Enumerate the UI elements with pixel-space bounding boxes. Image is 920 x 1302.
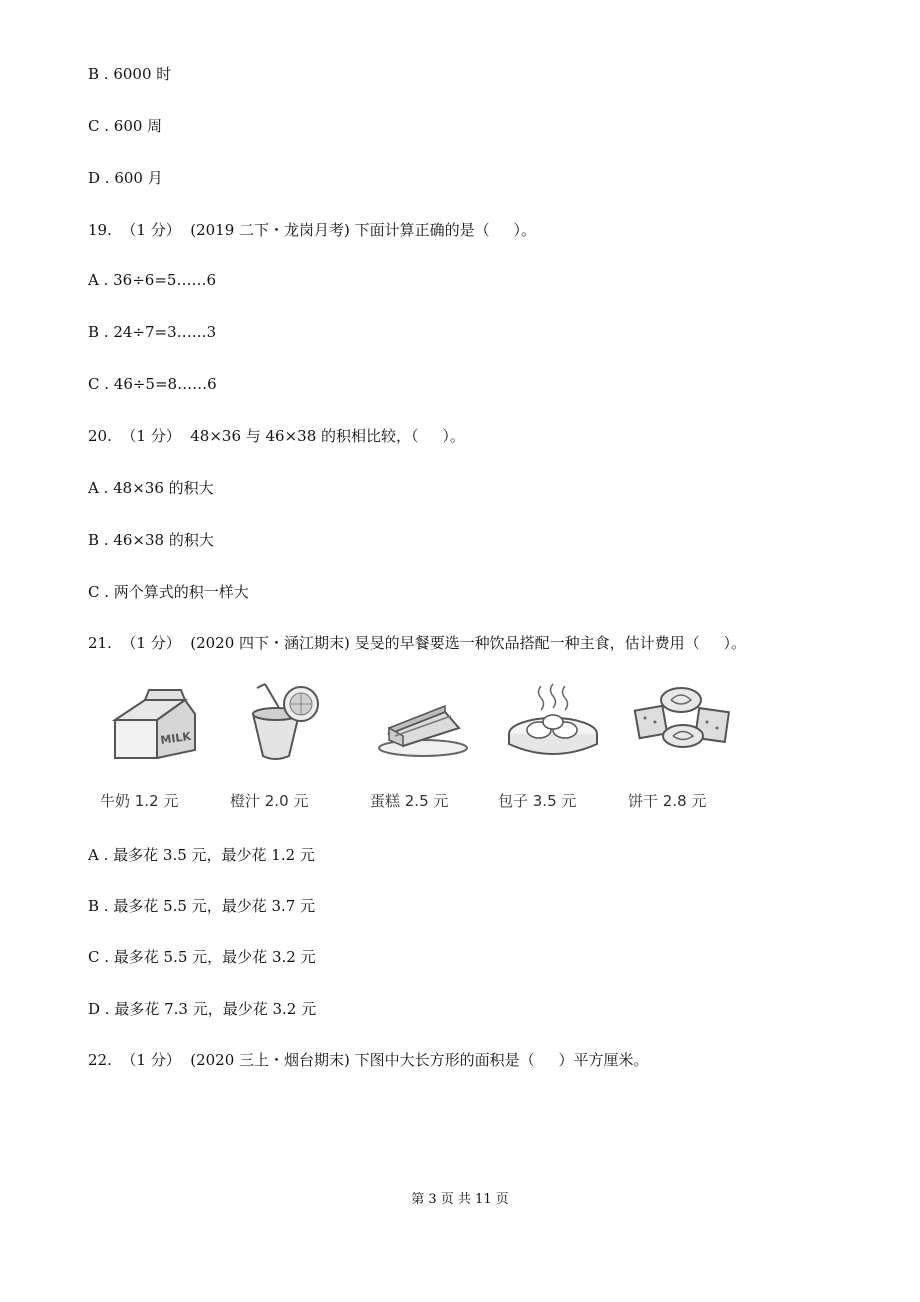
caption-milk: 牛奶 1.2 元	[100, 792, 179, 810]
option-21-b: B . 最多花 5.5 元，最少花 3.7 元	[88, 897, 316, 915]
option-20-b: B . 46×38 的积大	[88, 531, 214, 549]
question-20: 20. （1 分） 48×36 与 46×38 的积相比较，（ ）。	[88, 427, 465, 445]
menu-item-cake	[370, 678, 490, 818]
option-18-b: B . 6000 时	[88, 65, 172, 83]
caption-orange-juice: 橙汁 2.0 元	[230, 792, 309, 810]
breakfast-menu-figure	[100, 678, 740, 818]
option-21-d: D . 最多花 7.3 元，最少花 3.2 元	[88, 1000, 317, 1018]
caption-biscuits: 饼干 2.8 元	[628, 792, 707, 810]
milk-box-label: MILK	[159, 729, 192, 747]
option-19-c: C . 46÷5=8……6	[88, 375, 217, 393]
option-19-a: A . 36÷6=5……6	[88, 271, 216, 289]
caption-cake: 蛋糕 2.5 元	[370, 792, 449, 810]
orange-juice-icon	[235, 678, 335, 768]
menu-item-milk	[100, 678, 220, 818]
option-18-c: C . 600 周	[88, 117, 163, 135]
question-19: 19. （1 分） (2019 二下・龙岗月考) 下面计算正确的是（ ）。	[88, 221, 536, 239]
option-20-a: A . 48×36 的积大	[88, 479, 214, 497]
option-21-a: A . 最多花 3.5 元，最少花 1.2 元	[88, 846, 315, 864]
option-20-c: C . 两个算式的积一样大	[88, 583, 249, 601]
steamed-buns-icon	[503, 678, 603, 768]
question-22: 22. （1 分） (2020 三上・烟台期末) 下图中大长方形的面积是（ ）平方厘米。	[88, 1051, 649, 1069]
milk-carton-icon	[105, 678, 205, 768]
option-19-b: B . 24÷7=3……3	[88, 323, 217, 341]
menu-item-steamed-buns	[498, 678, 618, 818]
option-18-d: D . 600 月	[88, 169, 163, 187]
option-21-c: C . 最多花 5.5 元，最少花 3.2 元	[88, 948, 316, 966]
menu-item-orange-juice	[230, 678, 350, 818]
menu-item-biscuits	[628, 678, 748, 818]
question-21: 21. （1 分） (2020 四下・涵江期末) 旻旻的早餐要选一种饮品搭配一种主食，估计费用（ ）。	[88, 634, 746, 652]
biscuits-icon	[633, 678, 733, 768]
page-footer: 第 3 页 共 11 页	[411, 1192, 509, 1207]
caption-steamed-buns: 包子 3.5 元	[498, 792, 577, 810]
cake-icon	[375, 678, 475, 768]
